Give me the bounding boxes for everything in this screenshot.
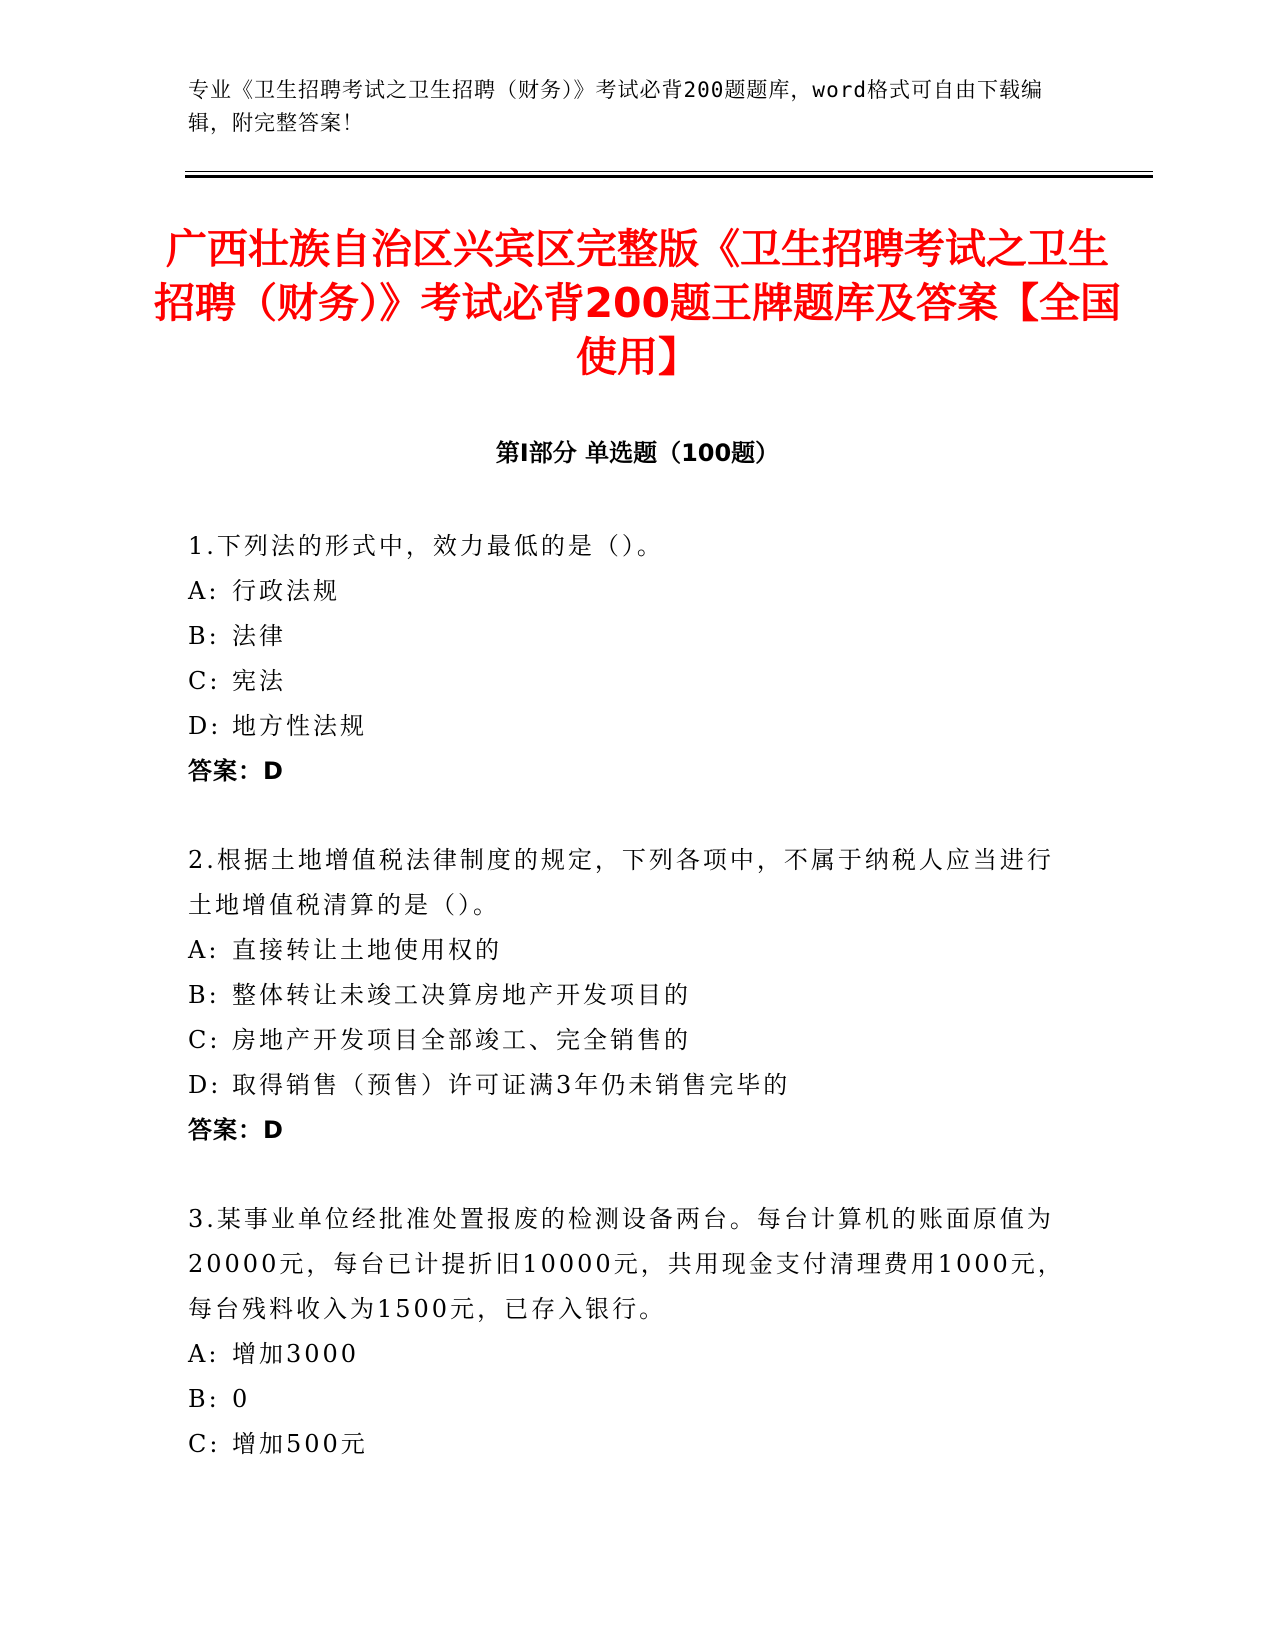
- option-c: [188, 1018, 1068, 1063]
- question-stem: 1.下列法的形式中，效力最低的是（）。: [188, 532, 664, 560]
- option-text: 整体转让未竣工决算房地产开发项目的: [232, 981, 691, 1009]
- option-a: [188, 569, 1068, 614]
- option-key: B:: [188, 622, 220, 650]
- section-title: 第Ⅰ部分 单选题（100题）: [495, 439, 780, 467]
- question-1: [188, 524, 1068, 794]
- option-b: [188, 1377, 1068, 1422]
- option-d: [188, 1063, 1068, 1108]
- option-text: 地方性法规: [232, 712, 367, 740]
- option-text: 房地产开发项目全部竣工、完全销售的: [232, 1026, 691, 1054]
- option-text: 增加3000: [232, 1340, 360, 1368]
- answer-label: 答案：D: [188, 1116, 284, 1144]
- answer-label: 答案：D: [188, 757, 284, 785]
- option-c: [188, 659, 1068, 704]
- option-key: D:: [188, 1071, 222, 1099]
- question-stem: 2.根据土地增值税法律制度的规定，下列各项中，不属于纳税人应当进行土地增值税清算的是（）。: [188, 846, 1054, 919]
- option-text: 宪法: [232, 667, 286, 695]
- option-key: C:: [188, 667, 221, 695]
- question-stem: 3.某事业单位经批准处置报废的检测设备两台。每台计算机的账面原值为20000元，每台已计提折旧10000元，共用现金支付清理费用1000元，每台残料收入为1500元，已存入银行。: [188, 1205, 1065, 1323]
- document-title: 广西壮族自治区兴宾区完整版《卫生招聘考试之卫生招聘（财务）》考试必背200题王牌题库及答案【全国使用】: [153, 225, 1122, 381]
- option-c: [188, 1422, 1068, 1467]
- option-key: C:: [188, 1026, 221, 1054]
- option-text: 法律: [232, 622, 286, 650]
- option-b: [188, 973, 1068, 1018]
- option-key: A:: [188, 936, 220, 964]
- option-text: 取得销售（预售）许可证满3年仍未销售完毕的: [232, 1071, 791, 1099]
- option-text: 行政法规: [232, 577, 340, 605]
- header-note: 专业《卫生招聘考试之卫生招聘（财务）》考试必背200题题库，word格式可自由下载编辑，附完整答案！: [188, 78, 1043, 135]
- question-list: [188, 524, 1068, 1511]
- option-text: 0: [232, 1385, 251, 1413]
- option-text: 增加500元: [232, 1430, 368, 1458]
- option-a: [188, 928, 1068, 973]
- header-divider-thick: [185, 175, 1153, 178]
- option-key: B:: [188, 981, 220, 1009]
- question-3: [188, 1197, 1068, 1467]
- option-key: B:: [188, 1385, 220, 1413]
- option-key: A:: [188, 1340, 220, 1368]
- option-text: 直接转让土地使用权的: [232, 936, 502, 964]
- option-key: C:: [188, 1430, 221, 1458]
- option-a: [188, 1332, 1068, 1377]
- question-2: [188, 838, 1068, 1153]
- option-key: A:: [188, 577, 220, 605]
- header-divider-thin: [185, 171, 1153, 172]
- option-key: D:: [188, 712, 222, 740]
- option-d: [188, 704, 1068, 749]
- option-b: [188, 614, 1068, 659]
